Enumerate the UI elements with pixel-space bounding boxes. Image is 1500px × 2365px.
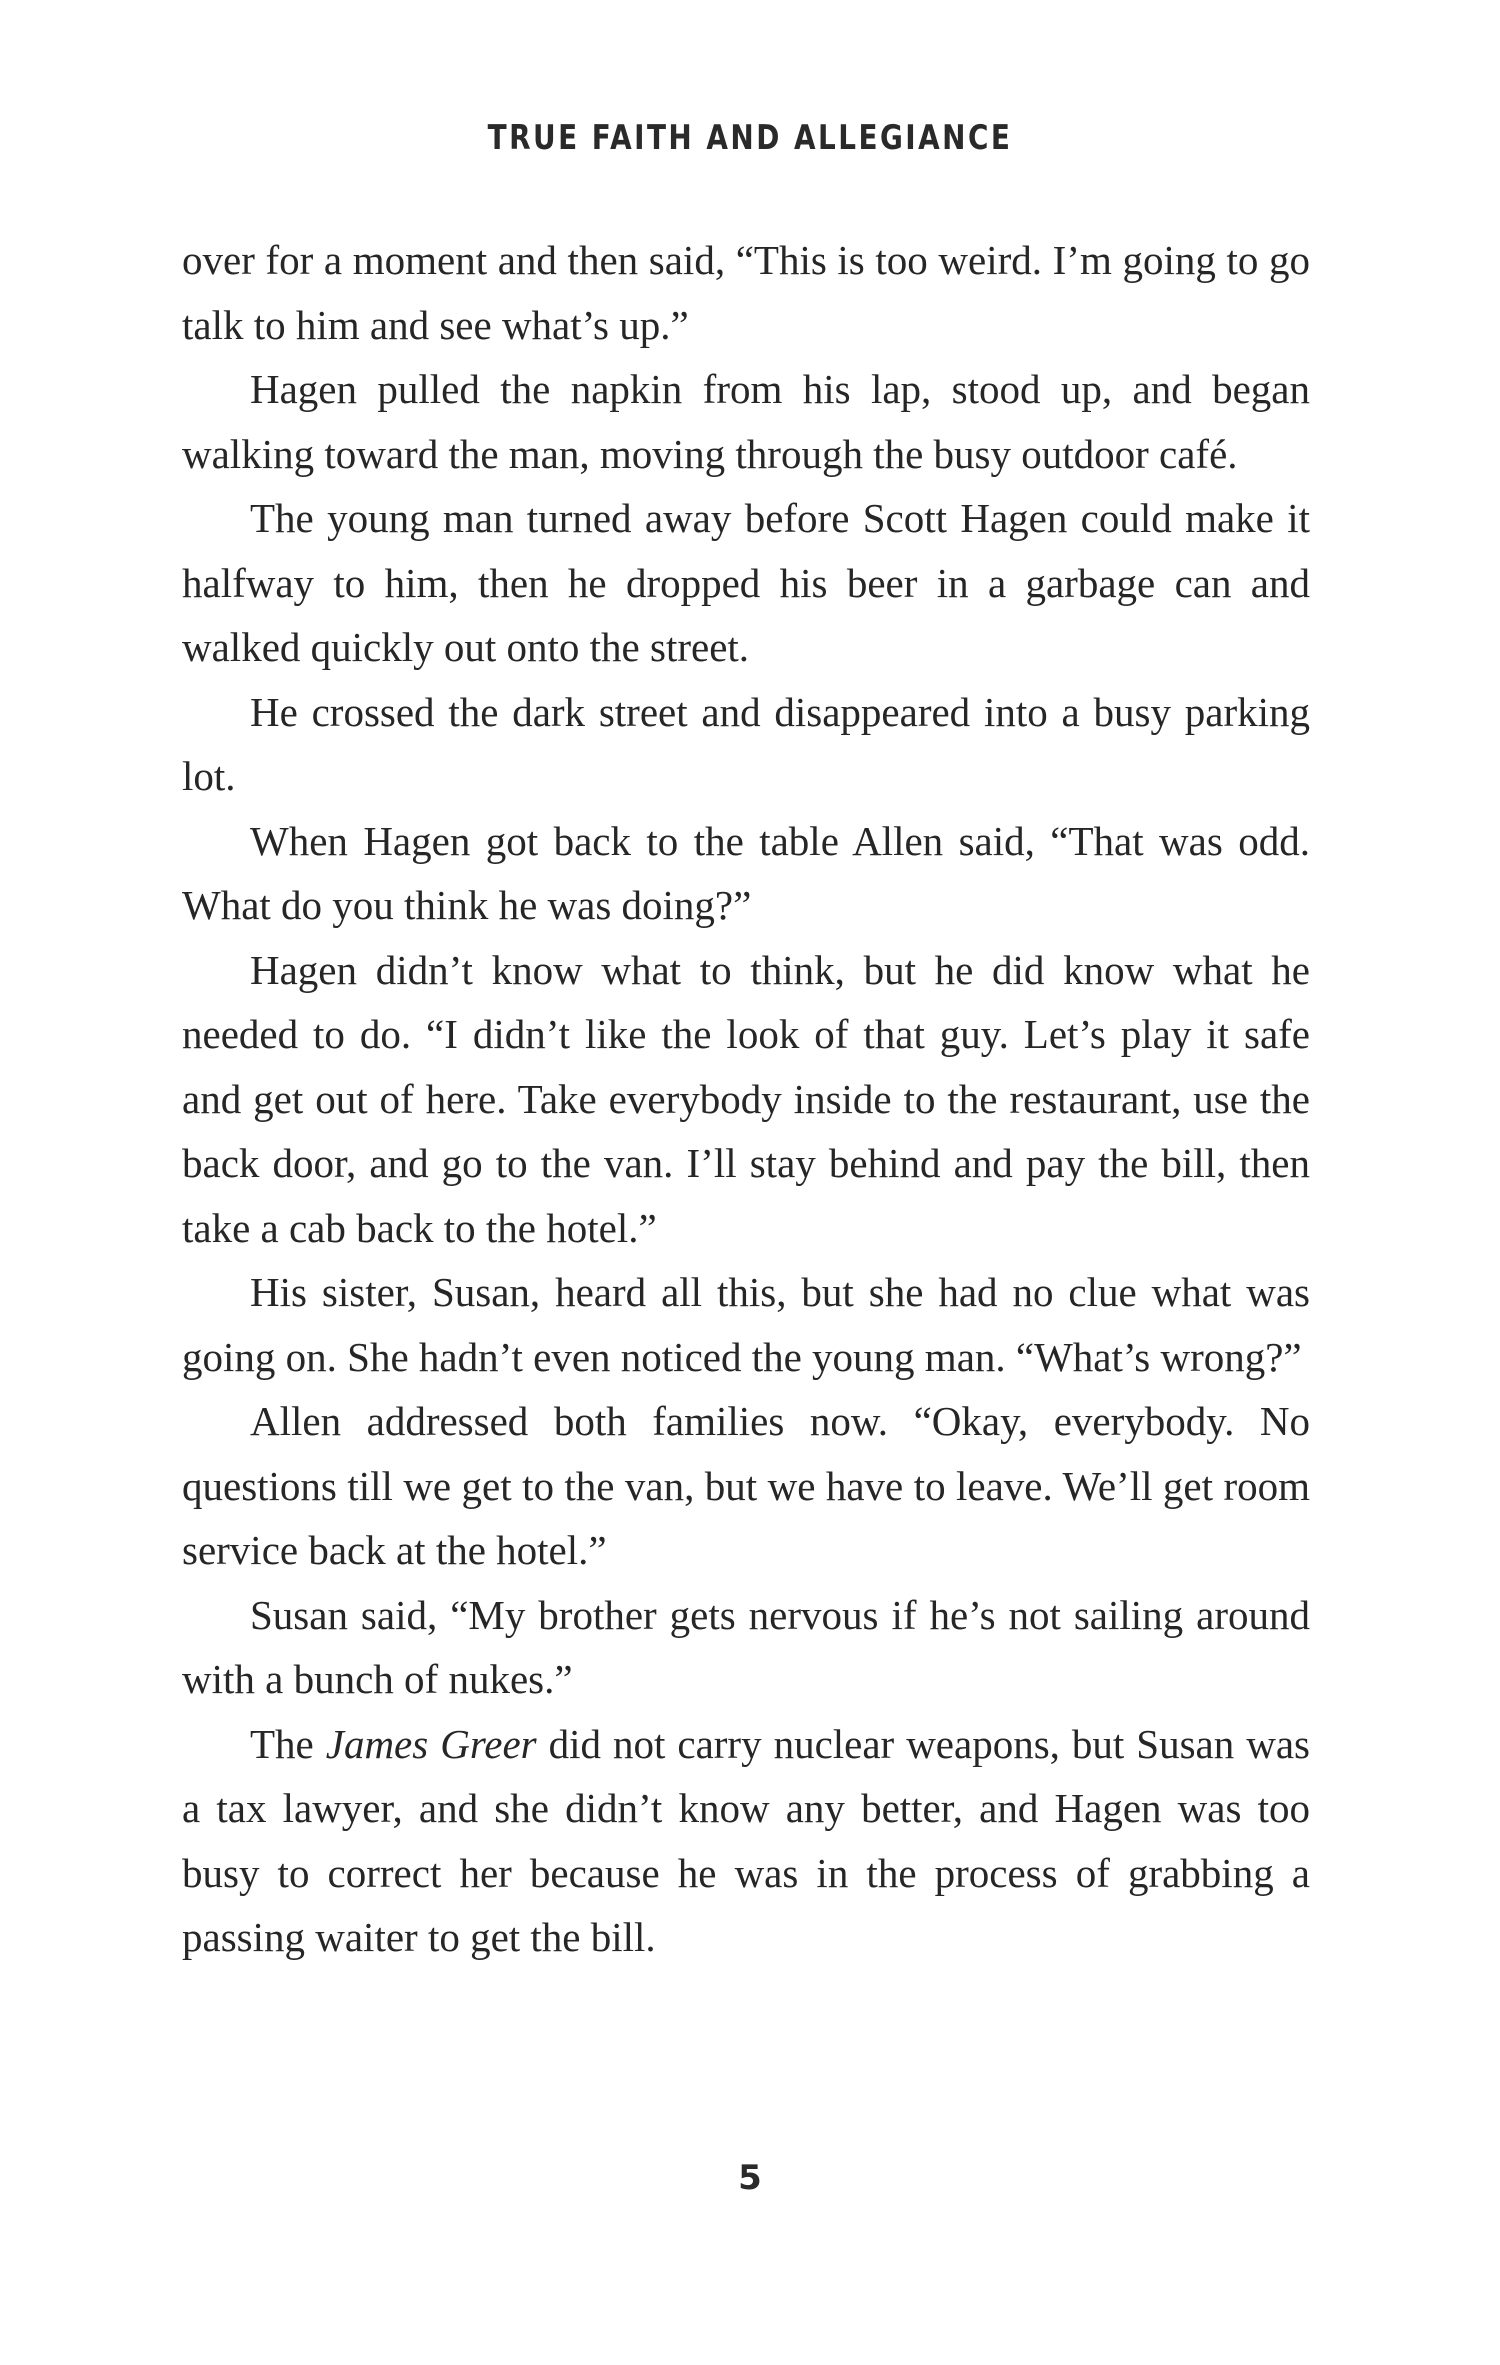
text-segment: Hagen pulled the napkin from his lap, stood up, and began walking toward the man, moving through the busy outdoor café. <box>182 366 1310 477</box>
text-segment: over for a moment and then said, “This is too weird. I’m going to go talk to him and see what’s up.” <box>182 237 1310 348</box>
text-segment: The <box>250 1720 326 1767</box>
paragraph <box>182 680 1310 809</box>
text-segment: Allen addressed both families now. “Okay, everybody. No questions till we get to the van, but we have to leave. We’ll get room service back at the hotel.” <box>182 1398 1310 1573</box>
page-number: 5 <box>738 2158 762 2198</box>
text-segment: Susan said, “My brother gets nervous if he’s not sailing around with a bunch of nukes.” <box>182 1591 1310 1702</box>
paragraph <box>182 1712 1310 1970</box>
paragraph <box>182 228 1310 357</box>
italic-text: James Greer <box>325 1720 537 1767</box>
text-segment: He crossed the dark street and disappeared into a busy parking lot. <box>182 688 1310 799</box>
paragraph <box>182 1260 1310 1389</box>
running-head: TRUE FAITH AND ALLEGIANCE <box>487 118 1013 158</box>
text-segment: did not carry nuclear weapons, but Susan was a tax lawyer, and she didn’t know any better, and Hagen was too busy to correct her because he was in the process of grabbing a passing waiter to get the bill. <box>182 1720 1311 1960</box>
paragraph <box>182 1583 1310 1712</box>
text-segment: When Hagen got back to the table Allen said, “That was odd. What do you think he was doing?” <box>182 817 1310 928</box>
paragraph <box>182 357 1310 486</box>
text-segment: His sister, Susan, heard all this, but she had no clue what was going on. She hadn’t even noticed the young man. “What’s wrong?” <box>182 1269 1310 1380</box>
paragraph <box>182 1389 1310 1583</box>
body-text <box>182 228 1310 1970</box>
text-segment: Hagen didn’t know what to think, but he did know what he needed to do. “I didn’t like the look of that guy. Let’s play it safe and get out of here. Take everybody inside to the restaurant, use the back door, and go to the van. I’ll stay behind and pay the bill, then take a cab back to the hotel.” <box>182 946 1310 1251</box>
paragraph <box>182 938 1310 1261</box>
text-segment: The young man turned away before Scott Hagen could make it halfway to him, then he dropped his beer in a garbage can and walked quickly out onto the street. <box>182 495 1310 670</box>
paragraph <box>182 809 1310 938</box>
paragraph <box>182 486 1310 680</box>
